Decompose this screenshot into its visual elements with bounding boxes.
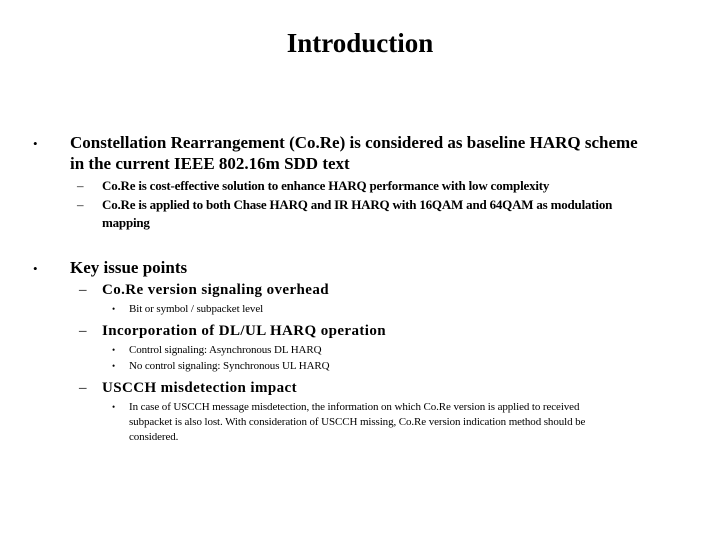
- bullet-marker: •: [33, 261, 38, 276]
- sub-sub-bullet-marker: •: [112, 304, 116, 314]
- sub-bullet-marker: –: [77, 178, 84, 193]
- sub-bullet-text-incorporation: Incorporation of DL/UL HARQ operation: [102, 323, 386, 339]
- sub-sub-bullet-text-sync-ul: No control signaling: Synchronous UL HARQ: [129, 360, 330, 372]
- sub-bullet-marker: –: [77, 197, 84, 212]
- sub-bullet-marker: –: [79, 282, 87, 298]
- slide-title: Introduction: [286, 28, 434, 58]
- sub-sub-bullet-marker: •: [112, 402, 116, 412]
- sub-sub-bullet-marker: •: [112, 361, 116, 371]
- sub-bullet-text-uscch-misdetection: USCCH misdetection impact: [102, 380, 297, 396]
- sub-sub-bullet-marker: •: [112, 345, 116, 355]
- sub-sub-bullet-text-bit-or-symbol: Bit or symbol / subpacket level: [129, 303, 264, 315]
- sub-sub-bullet-text-uscch-line2: subpacket is also lost. With consideration of USCCH missing, Co.Re version indication method should be: [129, 416, 586, 428]
- sub-bullet-text-cost-effective: Co.Re is cost-effective solution to enhance HARQ performance with low complexity: [102, 178, 550, 193]
- sub-bullet-text-applied-line2: mapping: [102, 215, 150, 230]
- bullet-marker: •: [33, 136, 38, 151]
- sub-bullet-text-applied-line1: Co.Re is applied to both Chase HARQ and IR HARQ with 16QAM and 64QAM as modulation: [102, 197, 613, 212]
- bullet-text-key-issue-points: Key issue points: [70, 258, 188, 277]
- sub-sub-bullet-text-uscch-line3: considered.: [129, 431, 179, 443]
- bullet-text-constellation-line1: Constellation Rearrangement (Co.Re) is considered as baseline HARQ scheme: [70, 133, 638, 152]
- sub-sub-bullet-text-uscch-line1: In case of USCCH message misdetection, the information on which Co.Re version is applied to received: [129, 401, 580, 413]
- sub-bullet-marker: –: [79, 380, 87, 396]
- sub-bullet-marker: –: [79, 323, 87, 339]
- sub-bullet-text-signaling-overhead: Co.Re version signaling overhead: [102, 282, 329, 298]
- bullet-text-constellation-line2: in the current IEEE 802.16m SDD text: [70, 154, 350, 173]
- sub-sub-bullet-text-async-dl: Control signaling: Asynchronous DL HARQ: [129, 344, 322, 356]
